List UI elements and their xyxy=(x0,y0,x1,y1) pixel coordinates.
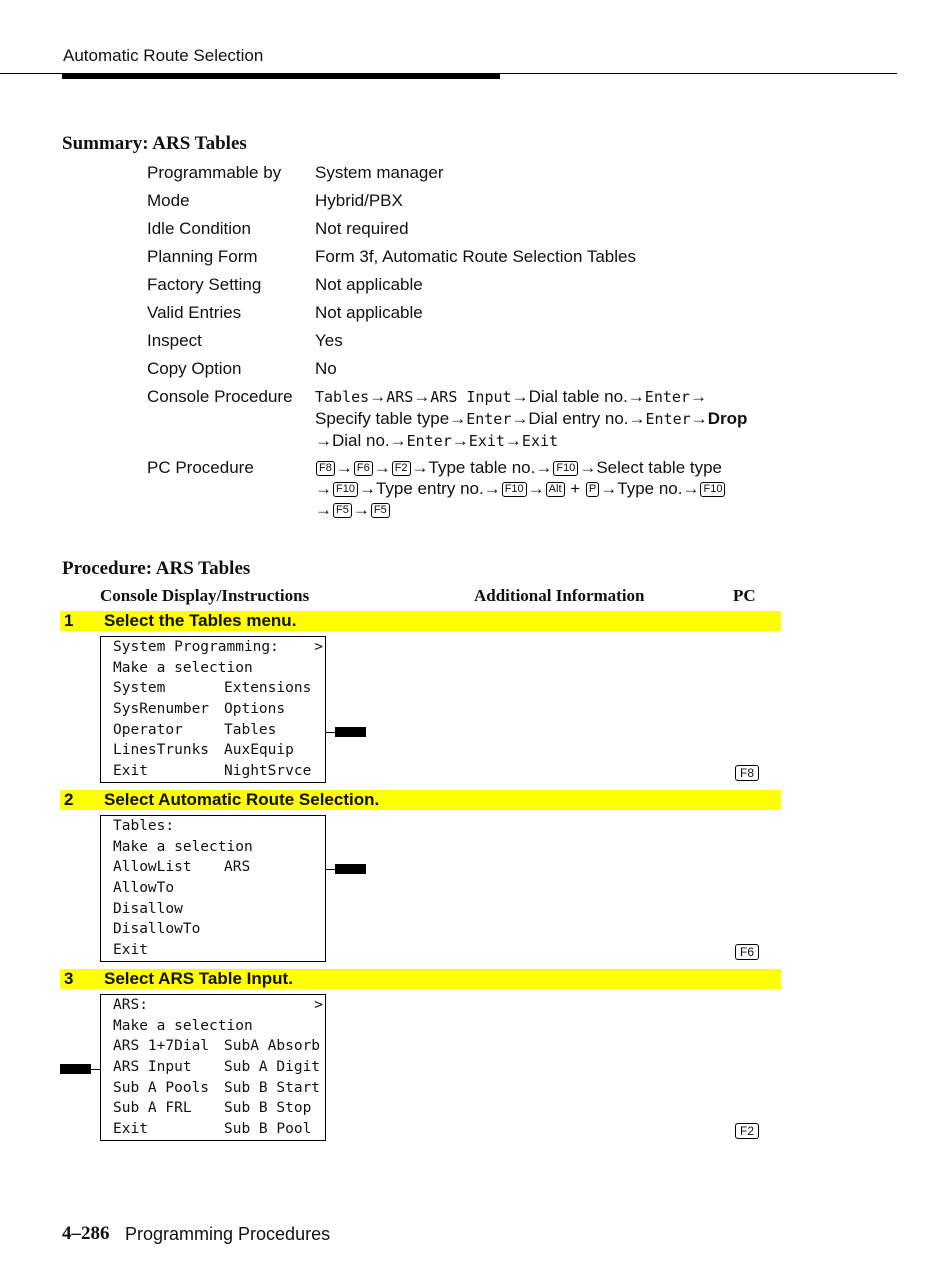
screen-text: Make a selection xyxy=(113,838,253,855)
screen-line xyxy=(101,837,325,858)
screen-line xyxy=(101,637,325,658)
summary-value: System manager xyxy=(315,163,444,182)
pc-key-f2: F2 xyxy=(735,1123,759,1139)
screen-text: System xyxy=(113,680,166,697)
screen-text: System Programming: xyxy=(113,639,279,655)
console-keyword: Exit xyxy=(521,432,559,450)
key-f8: F8 xyxy=(316,461,335,476)
summary-value: Yes xyxy=(315,331,343,350)
summary-label: Console Procedure xyxy=(147,387,293,406)
pc-key-f8: F8 xyxy=(735,765,759,781)
selection-pointer-line xyxy=(90,1069,100,1070)
screen-text: AllowList xyxy=(113,859,192,876)
key-f10: F10 xyxy=(700,482,725,497)
screen-line xyxy=(101,857,325,878)
screen-line xyxy=(101,1078,325,1099)
plus-sign: + xyxy=(570,479,581,498)
screen-text: Exit xyxy=(113,763,148,780)
screen-text: Sub A Digit xyxy=(224,1059,321,1076)
screen-line xyxy=(101,678,325,699)
step-banner xyxy=(60,790,781,810)
screen-text: Exit xyxy=(113,1121,148,1138)
console-screen xyxy=(100,815,326,962)
key-f5: F5 xyxy=(371,503,390,518)
key-f5: F5 xyxy=(333,503,352,518)
summary-value: Not applicable xyxy=(315,275,423,294)
screen-text: Sub B Pool xyxy=(224,1121,312,1138)
screen-text: SubA Absorb xyxy=(224,1038,321,1055)
screen-text: ARS xyxy=(224,859,251,876)
summary-label: Mode xyxy=(147,191,190,210)
screen-text: SysRenumber xyxy=(113,701,210,718)
screen-text: Sub A FRL xyxy=(113,1100,192,1117)
console-keyword: Enter xyxy=(466,410,512,428)
selection-pointer xyxy=(60,1064,91,1074)
screen-line xyxy=(101,995,325,1016)
screen-text: Extensions xyxy=(224,680,312,697)
step-instruction: Select Automatic Route Selection. xyxy=(104,790,380,809)
key-f10: F10 xyxy=(333,482,358,497)
summary-label: PC Procedure xyxy=(147,458,254,477)
summary-label: Programmable by xyxy=(147,163,282,182)
summary-value: No xyxy=(315,359,337,378)
screen-line xyxy=(101,740,325,761)
screen-text: NightSrvce xyxy=(224,763,312,780)
pc-step-text: Type no. xyxy=(617,479,683,498)
screen-line xyxy=(101,1057,325,1078)
console-screen xyxy=(100,636,326,783)
screen-line xyxy=(101,699,325,720)
screen-line xyxy=(101,658,325,679)
screen-text: DisallowTo xyxy=(113,921,201,938)
screen-line xyxy=(101,899,325,920)
screen-text: Disallow xyxy=(113,900,183,917)
screen-text: LinesTrunks xyxy=(113,742,210,759)
summary-value: Not applicable xyxy=(315,303,423,322)
pc-key-f6: F6 xyxy=(735,944,759,960)
screen-line xyxy=(101,1016,325,1037)
screen-text: AuxEquip xyxy=(224,742,294,759)
screen-line xyxy=(101,720,325,741)
summary-value: Hybrid/PBX xyxy=(315,191,403,210)
screen-text: Exit xyxy=(113,942,148,959)
screen-line xyxy=(101,816,325,837)
screen-text: Tables: xyxy=(113,818,175,834)
step-instruction: Select ARS Table Input. xyxy=(104,969,293,988)
screen-line xyxy=(101,940,325,961)
screen-text: Tables xyxy=(224,721,277,738)
screen-line xyxy=(101,761,325,782)
summary-value: Not required xyxy=(315,219,409,238)
pc-step-text: Type entry no. xyxy=(375,479,484,498)
procedure-title: Procedure: ARS Tables xyxy=(62,558,251,579)
column-header-additional: Additional Information xyxy=(474,586,645,605)
step-instruction: Select the Tables menu. xyxy=(104,611,297,630)
pc-procedure-value: F8 → F6 → F2 →Type table no.→ F10 →Select table type → F10 →Type entry no.→ F10 → Alt + P →Type no.→ F10 → F5 → F5 xyxy=(315,457,785,520)
summary-label: Planning Form xyxy=(147,247,258,266)
screen-text: > xyxy=(314,997,323,1013)
console-keyword: Enter xyxy=(406,432,452,450)
console-step-text: Dial no. xyxy=(332,431,390,450)
summary-label: Inspect xyxy=(147,331,202,350)
screen-text: AllowTo xyxy=(113,880,175,897)
summary-label: Copy Option xyxy=(147,359,242,378)
selection-pointer xyxy=(335,727,366,737)
column-header-pc: PC xyxy=(733,586,756,605)
footer-section-title: Programming Procedures xyxy=(125,1224,331,1244)
summary-label: Idle Condition xyxy=(147,219,251,238)
screen-text: Make a selection xyxy=(113,659,253,676)
pc-step-text: Select table type xyxy=(596,458,723,477)
console-step-text: Dial table no. xyxy=(528,387,628,406)
summary-label: Valid Entries xyxy=(147,303,242,322)
column-header-console: Console Display/Instructions xyxy=(100,586,310,605)
screen-text: Sub A Pools xyxy=(113,1079,210,1096)
key-f6: F6 xyxy=(354,461,373,476)
screen-text: ARS Input xyxy=(113,1059,192,1076)
screen-text: Operator xyxy=(113,721,183,738)
console-keyword-bold: Drop xyxy=(707,409,748,428)
screen-text: Options xyxy=(224,701,286,718)
screen-text: Make a selection xyxy=(113,1017,253,1034)
screen-text: > xyxy=(314,639,323,655)
console-keyword: ARS xyxy=(386,388,414,406)
header-rule-thick xyxy=(62,73,500,79)
key-f10: F10 xyxy=(553,461,578,476)
step-banner xyxy=(60,611,781,631)
key-f2: F2 xyxy=(392,461,411,476)
console-step-text: Dial entry no. xyxy=(528,409,629,428)
step-number: 2 xyxy=(64,790,74,809)
summary-value: Form 3f, Automatic Route Selection Tables xyxy=(315,247,636,266)
key-alt: Alt xyxy=(546,482,565,497)
selection-pointer xyxy=(335,864,366,874)
console-procedure-value: Tables→ARS→ARS Input→Dial table no.→Enter→ Specify table type→Enter→Dial entry no.→Enter→Drop →Dial no.→Enter→Exit→Exit xyxy=(315,387,748,450)
screen-line xyxy=(101,1036,325,1057)
step-number: 3 xyxy=(64,969,74,988)
pc-step-text: Type table no. xyxy=(428,458,536,477)
summary-title: Summary: ARS Tables xyxy=(62,133,247,154)
console-keyword: Enter xyxy=(644,388,690,406)
page-number: 4–286 xyxy=(62,1223,110,1244)
console-keyword: ARS Input xyxy=(430,388,512,406)
console-keyword: Enter xyxy=(645,410,691,428)
console-step-text: Specify table type xyxy=(315,409,450,428)
screen-text: ARS 1+7Dial xyxy=(113,1038,210,1055)
step-banner xyxy=(60,969,781,989)
key-f10: F10 xyxy=(502,482,527,497)
console-keyword: Exit xyxy=(468,432,505,450)
key-p: P xyxy=(586,482,599,497)
screen-text: Sub B Start xyxy=(224,1079,321,1096)
running-head: Automatic Route Selection xyxy=(63,46,264,65)
screen-line xyxy=(101,1098,325,1119)
screen-line xyxy=(101,878,325,899)
screen-line xyxy=(101,919,325,940)
console-screen xyxy=(100,994,326,1141)
console-keyword: Tables xyxy=(315,388,370,406)
step-number: 1 xyxy=(64,611,74,630)
screen-text: ARS: xyxy=(113,997,148,1013)
screen-text: Sub B Stop xyxy=(224,1100,312,1117)
screen-line xyxy=(101,1119,325,1140)
summary-label: Factory Setting xyxy=(147,275,262,294)
